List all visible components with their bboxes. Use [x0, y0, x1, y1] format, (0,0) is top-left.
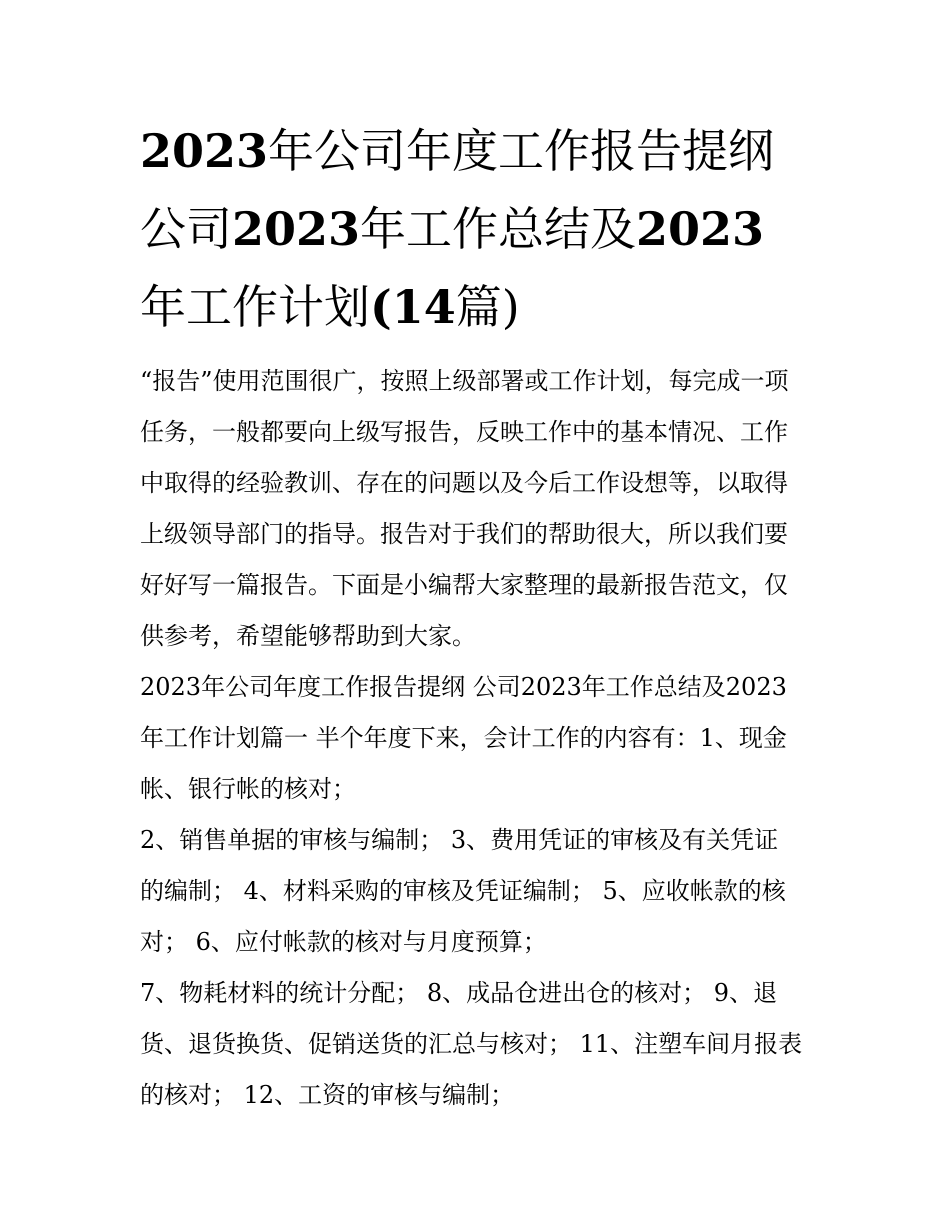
- title-count: (14: [370, 280, 456, 334]
- document-title: [140, 112, 812, 346]
- title-year-3: 2023: [636, 202, 765, 256]
- intro-line: “报告”使用范围很广，按照上级部署或工作计划，每完成一项: [140, 367, 789, 395]
- document-page: [140, 112, 812, 1121]
- title-year-2: 2023: [232, 202, 361, 256]
- title-year-1: 2023: [140, 124, 269, 178]
- title-text-2a: 公司: [140, 202, 232, 256]
- title-text-3a: 年工作计划: [140, 280, 370, 334]
- section-line: 帐、银行帐的核对；: [140, 775, 356, 803]
- intro-line: 上级领导部门的指导。报告对于我们的帮助很大，所以我们要: [140, 520, 788, 548]
- title-text-3b: 篇): [455, 280, 520, 334]
- title-line-2: [140, 190, 812, 268]
- document-body: [140, 356, 812, 1121]
- title-text-2b: 年工作总结及: [360, 202, 637, 256]
- section-line: 2023年公司年度工作报告提纲 公司2023年工作总结及2023: [140, 673, 787, 701]
- intro-line: 中取得的经验教训、存在的问题以及今后工作设想等，以取得: [140, 469, 788, 497]
- duty-line: 的核对； 12、工资的审核与编制；: [140, 1081, 515, 1109]
- intro-line: 好好写一篇报告。下面是小编帮大家整理的最新报告范文，仅: [140, 571, 788, 599]
- intro-line: 任务，一般都要向上级写报告，反映工作中的基本情况、工作: [140, 418, 788, 446]
- title-line-1: [140, 112, 812, 190]
- section-heading-paragraph: [140, 662, 812, 815]
- duty-line: 7、物耗材料的统计分配； 8、成品仓进出仓的核对； 9、退: [140, 979, 778, 1007]
- title-text-1: 年公司年度工作报告提纲: [268, 124, 775, 178]
- intro-line: 供参考，希望能够帮助到大家。: [140, 622, 476, 650]
- duty-line: 对； 6、应付帐款的核对与月度预算；: [140, 928, 547, 956]
- duty-list-paragraph-1: [140, 815, 812, 968]
- duty-line: 货、退货换货、促销送货的汇总与核对； 11、注塑车间月报表: [140, 1030, 803, 1058]
- intro-paragraph: [140, 356, 812, 662]
- duty-line: 2、销售单据的审核与编制； 3、费用凭证的审核及有关凭证: [140, 826, 779, 854]
- title-line-3: [140, 268, 812, 346]
- section-line: 年工作计划篇一 半个年度下来，会计工作的内容有：1、现金: [140, 724, 787, 752]
- duty-list-paragraph-2: [140, 968, 812, 1121]
- duty-line: 的编制； 4、材料采购的审核及凭证编制； 5、应收帐款的核: [140, 877, 786, 905]
